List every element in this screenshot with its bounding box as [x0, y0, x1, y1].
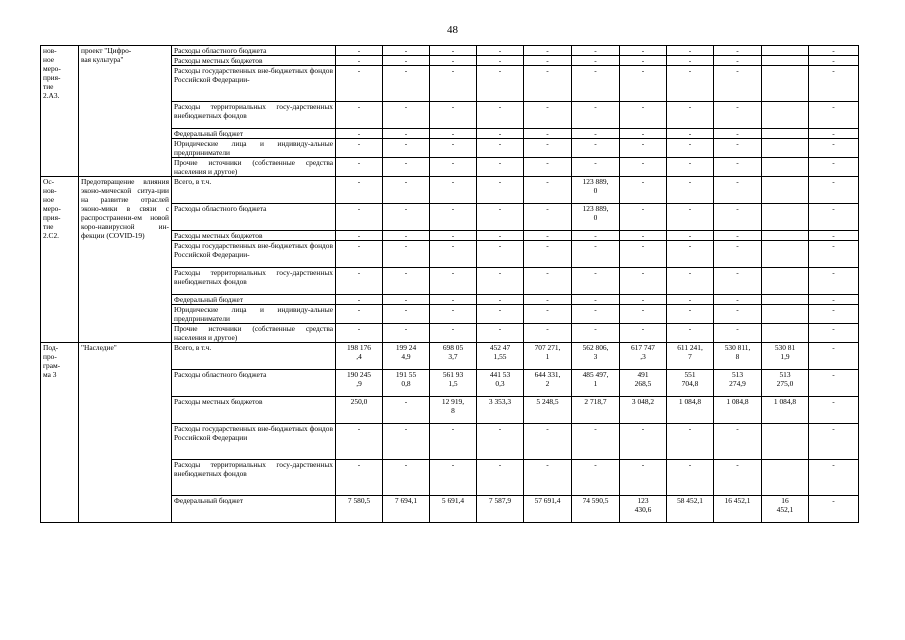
value-cell: [762, 305, 809, 324]
value-cell: -: [383, 204, 430, 231]
value-cell: -: [477, 424, 524, 460]
event-code-cell: Ос- нов- ное меро- прия- тие 2.С2.: [41, 177, 79, 343]
value-cell: -: [336, 158, 383, 177]
value-cell: 191 55 0,8: [383, 370, 430, 397]
value-cell: -: [809, 424, 859, 460]
value-cell: -: [714, 460, 762, 496]
value-cell: -: [336, 241, 383, 268]
value-cell: 513 274,9: [714, 370, 762, 397]
value-cell: -: [667, 295, 714, 305]
funding-source-cell: Федеральный бюджет: [172, 295, 336, 305]
value-cell: -: [620, 56, 667, 66]
value-cell: -: [524, 295, 572, 305]
value-cell: -: [620, 158, 667, 177]
value-cell: -: [524, 102, 572, 129]
value-cell: -: [809, 305, 859, 324]
value-cell: -: [524, 139, 572, 158]
value-cell: -: [714, 177, 762, 204]
value-cell: -: [572, 295, 620, 305]
value-cell: 1 084,8: [667, 397, 714, 424]
value-cell: -: [667, 129, 714, 139]
value-cell: [762, 46, 809, 56]
value-cell: 199 24 4,9: [383, 343, 430, 370]
value-cell: -: [572, 139, 620, 158]
value-cell: 123 889, 0: [572, 177, 620, 204]
funding-source-cell: Расходы областного бюджета: [172, 370, 336, 397]
value-cell: -: [667, 204, 714, 231]
value-cell: -: [620, 324, 667, 343]
value-cell: -: [572, 56, 620, 66]
value-cell: -: [809, 66, 859, 102]
value-cell: -: [477, 46, 524, 56]
value-cell: 551 704,8: [667, 370, 714, 397]
value-cell: -: [430, 102, 477, 129]
value-cell: 16 452,1: [714, 496, 762, 523]
value-cell: -: [714, 204, 762, 231]
value-cell: -: [383, 295, 430, 305]
value-cell: -: [714, 424, 762, 460]
value-cell: 198 176 ,4: [336, 343, 383, 370]
value-cell: -: [809, 102, 859, 129]
value-cell: [762, 460, 809, 496]
value-cell: [762, 66, 809, 102]
value-cell: -: [620, 177, 667, 204]
value-cell: -: [430, 139, 477, 158]
value-cell: [762, 241, 809, 268]
value-cell: 3 048,2: [620, 397, 667, 424]
value-cell: -: [572, 46, 620, 56]
value-cell: -: [383, 158, 430, 177]
value-cell: -: [714, 295, 762, 305]
value-cell: -: [383, 305, 430, 324]
value-cell: -: [809, 56, 859, 66]
value-cell: -: [714, 268, 762, 295]
value-cell: -: [809, 139, 859, 158]
funding-source-cell: Расходы территориальных госу-дарственных внебюджетных фондов: [172, 102, 336, 129]
value-cell: -: [524, 204, 572, 231]
value-cell: -: [336, 460, 383, 496]
value-cell: -: [477, 102, 524, 129]
value-cell: -: [667, 158, 714, 177]
value-cell: -: [336, 139, 383, 158]
value-cell: -: [667, 241, 714, 268]
value-cell: -: [477, 66, 524, 102]
value-cell: 123 889, 0: [572, 204, 620, 231]
value-cell: -: [714, 241, 762, 268]
event-name-cell: "Наследие": [79, 343, 172, 523]
value-cell: -: [667, 324, 714, 343]
budget-table: [40, 45, 859, 523]
value-cell: -: [430, 305, 477, 324]
value-cell: -: [572, 460, 620, 496]
value-cell: -: [383, 129, 430, 139]
value-cell: 74 590,5: [572, 496, 620, 523]
value-cell: -: [809, 177, 859, 204]
value-cell: [762, 324, 809, 343]
value-cell: -: [572, 231, 620, 241]
value-cell: -: [714, 139, 762, 158]
funding-source-cell: Расходы государственных вне-бюджетных фондов Российской Федерации: [172, 424, 336, 460]
event-name-cell: проект "Цифро- вая культура": [79, 46, 172, 177]
value-cell: [762, 177, 809, 204]
value-cell: -: [336, 231, 383, 241]
value-cell: -: [714, 305, 762, 324]
value-cell: -: [477, 177, 524, 204]
value-cell: -: [524, 460, 572, 496]
value-cell: -: [620, 460, 667, 496]
value-cell: -: [477, 268, 524, 295]
value-cell: -: [667, 46, 714, 56]
value-cell: -: [667, 66, 714, 102]
value-cell: -: [336, 204, 383, 231]
funding-source-cell: Расходы государственных вне-бюджетных фондов Российской Федерации-: [172, 66, 336, 102]
value-cell: -: [477, 295, 524, 305]
funding-source-cell: Расходы областного бюджета: [172, 204, 336, 231]
value-cell: -: [430, 56, 477, 66]
funding-source-cell: Прочие источники (собственные средства населения и другое): [172, 324, 336, 343]
value-cell: 12 919, 8: [430, 397, 477, 424]
funding-source-cell: Юридические лица и индивиду-альные предприниматели: [172, 139, 336, 158]
value-cell: -: [524, 424, 572, 460]
value-cell: -: [809, 46, 859, 56]
value-cell: 190 245 ,9: [336, 370, 383, 397]
value-cell: [762, 231, 809, 241]
value-cell: -: [809, 129, 859, 139]
value-cell: -: [430, 460, 477, 496]
value-cell: 5 691,4: [430, 496, 477, 523]
value-cell: -: [667, 231, 714, 241]
value-cell: -: [809, 295, 859, 305]
value-cell: 123 430,6: [620, 496, 667, 523]
value-cell: -: [524, 177, 572, 204]
value-cell: -: [572, 268, 620, 295]
value-cell: 530 811, 8: [714, 343, 762, 370]
funding-source-cell: Прочие источники (собственные средства населения и другое): [172, 158, 336, 177]
value-cell: 57 691,4: [524, 496, 572, 523]
value-cell: -: [383, 460, 430, 496]
funding-source-cell: Расходы государственных вне-бюджетных фондов Российской Федерации-: [172, 241, 336, 268]
value-cell: -: [667, 460, 714, 496]
value-cell: -: [667, 56, 714, 66]
value-cell: [762, 139, 809, 158]
funding-source-cell: Федеральный бюджет: [172, 496, 336, 523]
value-cell: -: [336, 424, 383, 460]
value-cell: -: [620, 102, 667, 129]
value-cell: -: [667, 102, 714, 129]
event-code-cell: нов- ное меро- прия- тие 2.А3.: [41, 46, 79, 177]
value-cell: -: [524, 268, 572, 295]
value-cell: [762, 129, 809, 139]
funding-source-cell: Юридические лица и индивиду-альные предприниматели: [172, 305, 336, 324]
value-cell: -: [620, 305, 667, 324]
funding-source-cell: Всего, в т.ч.: [172, 177, 336, 204]
value-cell: -: [572, 424, 620, 460]
value-cell: -: [714, 66, 762, 102]
value-cell: -: [809, 460, 859, 496]
value-cell: -: [336, 305, 383, 324]
value-cell: -: [383, 177, 430, 204]
value-cell: -: [430, 66, 477, 102]
value-cell: 617 747 ,3: [620, 343, 667, 370]
value-cell: [762, 204, 809, 231]
table-row: [41, 343, 859, 370]
funding-source-cell: Расходы областного бюджета: [172, 46, 336, 56]
value-cell: -: [572, 324, 620, 343]
funding-source-cell: Федеральный бюджет: [172, 129, 336, 139]
value-cell: -: [620, 424, 667, 460]
value-cell: -: [809, 397, 859, 424]
value-cell: -: [572, 102, 620, 129]
value-cell: 513 275,0: [762, 370, 809, 397]
value-cell: -: [477, 231, 524, 241]
value-cell: -: [383, 241, 430, 268]
funding-source-cell: Расходы местных бюджетов: [172, 56, 336, 66]
value-cell: -: [667, 177, 714, 204]
value-cell: -: [383, 46, 430, 56]
value-cell: -: [714, 158, 762, 177]
value-cell: -: [430, 324, 477, 343]
value-cell: -: [477, 129, 524, 139]
value-cell: -: [667, 305, 714, 324]
value-cell: 611 241, 7: [667, 343, 714, 370]
value-cell: -: [667, 424, 714, 460]
value-cell: -: [809, 370, 859, 397]
value-cell: -: [336, 66, 383, 102]
value-cell: -: [714, 324, 762, 343]
funding-source-cell: Расходы местных бюджетов: [172, 231, 336, 241]
value-cell: -: [620, 139, 667, 158]
table-body: [41, 46, 859, 523]
value-cell: -: [477, 460, 524, 496]
value-cell: -: [572, 241, 620, 268]
value-cell: -: [430, 129, 477, 139]
value-cell: -: [477, 204, 524, 231]
value-cell: -: [620, 129, 667, 139]
value-cell: -: [809, 324, 859, 343]
value-cell: 644 331, 2: [524, 370, 572, 397]
value-cell: -: [714, 231, 762, 241]
value-cell: 16 452,1: [762, 496, 809, 523]
value-cell: -: [477, 139, 524, 158]
value-cell: -: [714, 129, 762, 139]
value-cell: -: [430, 158, 477, 177]
value-cell: -: [383, 56, 430, 66]
value-cell: 530 81 1,9: [762, 343, 809, 370]
value-cell: [762, 295, 809, 305]
value-cell: -: [336, 324, 383, 343]
value-cell: -: [336, 46, 383, 56]
value-cell: 7 694,1: [383, 496, 430, 523]
value-cell: -: [620, 46, 667, 56]
value-cell: -: [430, 424, 477, 460]
value-cell: -: [572, 66, 620, 102]
funding-source-cell: Всего, в т.ч.: [172, 343, 336, 370]
value-cell: -: [477, 56, 524, 66]
value-cell: -: [620, 231, 667, 241]
value-cell: 485 497, 1: [572, 370, 620, 397]
funding-source-cell: Расходы территориальных госу-дарственных внебюджетных фондов: [172, 460, 336, 496]
value-cell: -: [809, 343, 859, 370]
value-cell: -: [524, 324, 572, 343]
value-cell: -: [809, 268, 859, 295]
value-cell: -: [809, 241, 859, 268]
value-cell: -: [336, 102, 383, 129]
value-cell: -: [336, 295, 383, 305]
value-cell: -: [336, 129, 383, 139]
value-cell: -: [809, 496, 859, 523]
value-cell: 698 05 3,7: [430, 343, 477, 370]
value-cell: -: [430, 295, 477, 305]
value-cell: -: [383, 324, 430, 343]
value-cell: 7 580,5: [336, 496, 383, 523]
value-cell: -: [714, 102, 762, 129]
value-cell: [762, 102, 809, 129]
value-cell: -: [620, 268, 667, 295]
value-cell: -: [383, 139, 430, 158]
value-cell: -: [714, 56, 762, 66]
value-cell: -: [572, 305, 620, 324]
value-cell: -: [809, 158, 859, 177]
value-cell: -: [667, 268, 714, 295]
value-cell: [762, 158, 809, 177]
value-cell: -: [620, 204, 667, 231]
value-cell: -: [336, 56, 383, 66]
value-cell: 250,0: [336, 397, 383, 424]
value-cell: 452 47 1,55: [477, 343, 524, 370]
value-cell: -: [430, 177, 477, 204]
value-cell: [762, 56, 809, 66]
value-cell: -: [572, 129, 620, 139]
value-cell: -: [524, 46, 572, 56]
value-cell: -: [430, 241, 477, 268]
table-row: [41, 46, 859, 56]
value-cell: -: [524, 66, 572, 102]
value-cell: -: [383, 397, 430, 424]
value-cell: -: [524, 241, 572, 268]
value-cell: -: [524, 231, 572, 241]
value-cell: 1 084,8: [714, 397, 762, 424]
value-cell: -: [430, 268, 477, 295]
value-cell: -: [383, 231, 430, 241]
value-cell: -: [383, 102, 430, 129]
funding-source-cell: Расходы местных бюджетов: [172, 397, 336, 424]
value-cell: -: [477, 241, 524, 268]
value-cell: -: [667, 139, 714, 158]
value-cell: 58 452,1: [667, 496, 714, 523]
value-cell: -: [477, 305, 524, 324]
value-cell: 5 248,5: [524, 397, 572, 424]
value-cell: [762, 424, 809, 460]
value-cell: -: [524, 129, 572, 139]
value-cell: [762, 268, 809, 295]
value-cell: -: [524, 158, 572, 177]
value-cell: 441 53 0,3: [477, 370, 524, 397]
value-cell: 3 353,3: [477, 397, 524, 424]
value-cell: -: [477, 158, 524, 177]
value-cell: 491 268,5: [620, 370, 667, 397]
value-cell: -: [477, 324, 524, 343]
event-code-cell: Под- про- грам- ма 3: [41, 343, 79, 523]
value-cell: -: [809, 204, 859, 231]
value-cell: -: [383, 66, 430, 102]
value-cell: -: [714, 46, 762, 56]
value-cell: 561 93 1,5: [430, 370, 477, 397]
event-name-cell: Предотвращение влияния эконо-мической ситуа-ции на развитие отраслей эконо-мики в связи с распространени-ем новой коро-навирусной ин-фекции (COVID-19): [79, 177, 172, 343]
value-cell: -: [430, 46, 477, 56]
value-cell: 562 806, 3: [572, 343, 620, 370]
value-cell: -: [383, 424, 430, 460]
value-cell: -: [336, 268, 383, 295]
value-cell: 707 271, 1: [524, 343, 572, 370]
value-cell: -: [572, 158, 620, 177]
value-cell: 1 084,8: [762, 397, 809, 424]
value-cell: -: [809, 231, 859, 241]
value-cell: -: [620, 295, 667, 305]
value-cell: -: [620, 66, 667, 102]
value-cell: 7 587,9: [477, 496, 524, 523]
value-cell: -: [430, 231, 477, 241]
table-row: [41, 177, 859, 204]
value-cell: -: [336, 177, 383, 204]
value-cell: -: [524, 305, 572, 324]
value-cell: -: [430, 204, 477, 231]
value-cell: -: [524, 56, 572, 66]
funding-source-cell: Расходы территориальных госу-дарственных внебюджетных фондов: [172, 268, 336, 295]
page-number: 48: [447, 24, 458, 36]
value-cell: 2 718,7: [572, 397, 620, 424]
value-cell: -: [383, 268, 430, 295]
value-cell: -: [620, 241, 667, 268]
